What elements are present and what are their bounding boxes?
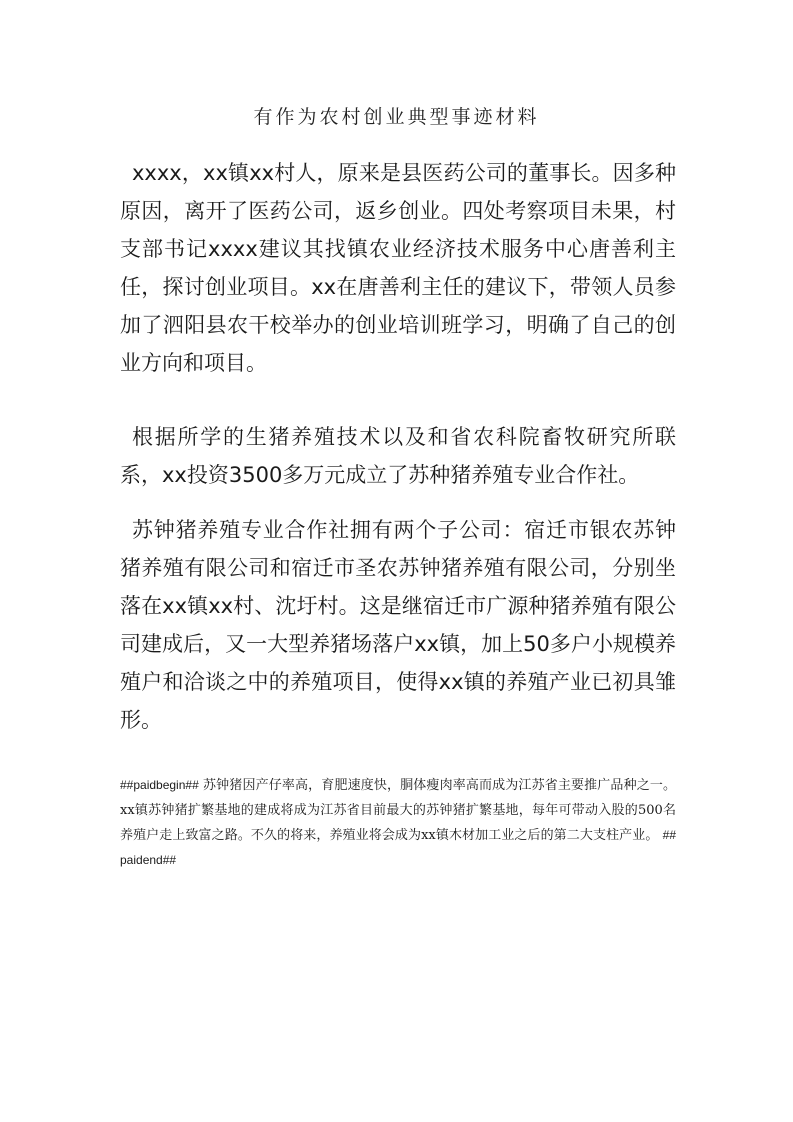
body-paragraph-3 xyxy=(120,511,676,739)
body-paragraph-1 xyxy=(120,154,676,382)
paragraph-text: 根据所学的生猪养殖技术以及和省农科院畜牧研究所联系，xx投资3500多万元成立了苏种猪养殖专业合作社。 xyxy=(120,425,676,487)
paragraph-text: xxxx，xx镇xx村人，原来是县医药公司的董事长。因多种原因，离开了医药公司，返乡创业。四处考察项目未果，村支部书记xxxx建议其找镇农业经济技术服务中心唐善利主任，探讨创业项目。xx在唐善利主任的建议下，带领人员参加了泗阳县农干校举办的创业培训班学习，明确了自己的创业方向和项目。 xyxy=(120,161,676,375)
paid-end-marker: ##paidend## xyxy=(120,828,676,867)
paid-begin-marker: ##paidbegin## xyxy=(120,778,199,792)
paragraph-text: 苏钟猪养殖专业合作社拥有两个子公司：宿迁市银农苏钟猪养殖有限公司和宿迁市圣农苏钟猪养殖有限公司，分别坐落在xx镇xx村、沈圩村。这是继宿迁市广源种猪养殖有限公司建成后，又一大型养猪场落户xx镇，加上50多户小规模养殖户和洽谈之中的养殖项目，使得xx镇的养殖产业已初具雏形。 xyxy=(120,518,676,732)
footer-note xyxy=(120,773,676,873)
footer-note-text: 苏钟猪因产仔率高，育肥速度快，胴体瘦肉率高而成为江苏省主要推广品种之一。xx镇苏钟猪扩繁基地的建成将成为江苏省目前最大的苏钟猪扩繁基地，每年可带动入股的500名养殖户走上致富之路。不久的将来，养殖业将会成为xx镇木材加工业之后的第二大支柱产业。 xyxy=(120,778,676,843)
document-title: 有作为农村创业典型事迹材料 xyxy=(253,106,540,128)
body-paragraph-2 xyxy=(120,418,676,494)
